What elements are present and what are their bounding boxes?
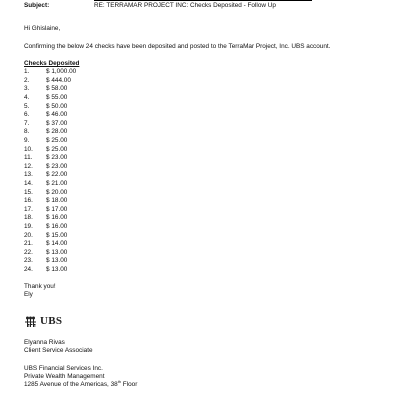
check-amount: $ 28.00 — [46, 128, 68, 136]
check-number: 4. — [24, 94, 30, 102]
check-row — [24, 214, 384, 223]
check-number: 6. — [24, 111, 30, 119]
check-amount: $ 15.00 — [46, 231, 68, 239]
check-row — [24, 163, 384, 172]
check-amount: $ 16.00 — [46, 222, 68, 230]
check-row — [24, 197, 384, 206]
check-amount: $ 37.00 — [46, 119, 68, 127]
check-number: 14. — [24, 180, 33, 188]
subject-row — [24, 0, 384, 12]
check-row — [24, 120, 384, 129]
signature-title: Client Service Associate — [24, 347, 93, 354]
check-row — [24, 257, 384, 266]
check-number: 19. — [24, 222, 33, 230]
check-number: 18. — [24, 214, 33, 222]
check-amount: $ 18.00 — [46, 197, 68, 205]
subject-label: Subject: — [24, 2, 50, 9]
check-number: 23. — [24, 257, 33, 265]
intro-paragraph: Confirming the below 24 checks have been deposited and posted to the TerraMar Project, Inc. UBS account. — [24, 43, 331, 50]
check-amount: $ 444.00 — [46, 76, 71, 84]
signature-department: Private Wealth Management — [24, 373, 105, 380]
thanks-line: Thank you! — [24, 283, 56, 291]
check-row — [24, 128, 384, 137]
check-amount: $ 23.00 — [46, 154, 68, 162]
check-amount: $ 22.00 — [46, 171, 68, 179]
check-row — [24, 248, 384, 257]
check-amount: $ 14.00 — [46, 240, 68, 248]
check-amount: $ 13.00 — [46, 248, 68, 256]
signature-company: UBS Financial Services Inc. — [24, 365, 103, 372]
signature-name: Elyanna Rivas — [24, 339, 65, 346]
ubs-keys-icon — [24, 316, 37, 328]
check-number: 13. — [24, 171, 33, 179]
check-amount: $ 58.00 — [46, 85, 68, 93]
check-number: 20. — [24, 231, 33, 239]
check-number: 12. — [24, 162, 33, 170]
check-amount: $ 1,000.00 — [46, 68, 77, 76]
check-amount: $ 23.00 — [46, 162, 68, 170]
check-amount: $ 25.00 — [46, 145, 68, 153]
check-row — [24, 171, 384, 180]
check-amount: $ 25.00 — [46, 137, 68, 145]
subject-text: RE: TERRAMAR PROJECT INC: Checks Deposited - Follow Up — [94, 2, 276, 9]
ubs-logo — [24, 315, 384, 329]
address-main: 1285 Avenue of the Americas, 38 — [24, 381, 118, 388]
check-row — [24, 180, 384, 189]
check-number: 15. — [24, 188, 33, 196]
check-number: 16. — [24, 197, 33, 205]
check-row — [24, 154, 384, 163]
address-tail: Floor — [121, 381, 138, 388]
check-row — [24, 137, 384, 146]
check-number: 21. — [24, 240, 33, 248]
email-document — [24, 0, 384, 389]
check-row — [24, 85, 384, 94]
signature-address — [24, 378, 384, 389]
check-row — [24, 68, 384, 77]
checks-heading: Checks Deposited — [24, 60, 80, 67]
check-amount: $ 16.00 — [46, 214, 68, 222]
check-amount: $ 20.00 — [46, 188, 68, 196]
check-row — [24, 231, 384, 240]
check-amount: $ 13.00 — [46, 257, 68, 265]
ubs-wordmark: UBS — [40, 315, 63, 328]
check-row — [24, 94, 384, 103]
check-row — [24, 102, 384, 111]
check-amount: $ 50.00 — [46, 102, 68, 110]
check-amount: $ 17.00 — [46, 205, 68, 213]
check-number: 11. — [24, 154, 33, 162]
check-number: 22. — [24, 248, 33, 256]
check-number: 8. — [24, 128, 30, 136]
check-row — [24, 188, 384, 197]
checks-list — [24, 68, 384, 274]
check-amount: $ 55.00 — [46, 94, 68, 102]
check-number: 9. — [24, 137, 30, 145]
address-superscript: th — [117, 378, 122, 384]
check-row — [24, 145, 384, 154]
check-row — [24, 240, 384, 249]
check-amount: $ 46.00 — [46, 111, 68, 119]
check-number: 24. — [24, 265, 33, 273]
check-number: 5. — [24, 102, 30, 110]
check-row — [24, 223, 384, 232]
check-number: 3. — [24, 85, 30, 93]
redaction-bar — [94, 0, 312, 1]
check-number: 7. — [24, 119, 30, 127]
greeting: Hi Ghislaine, — [24, 25, 61, 32]
signoff-name: Ely — [24, 291, 33, 299]
check-number: 17. — [24, 205, 33, 213]
check-row — [24, 206, 384, 215]
check-number: 2. — [24, 76, 30, 84]
check-amount: $ 13.00 — [46, 265, 68, 273]
check-row — [24, 266, 384, 275]
check-row — [24, 77, 384, 86]
check-amount: $ 21.00 — [46, 180, 68, 188]
check-row — [24, 111, 384, 120]
check-number: 1. — [24, 68, 30, 76]
check-number: 10. — [24, 145, 33, 153]
